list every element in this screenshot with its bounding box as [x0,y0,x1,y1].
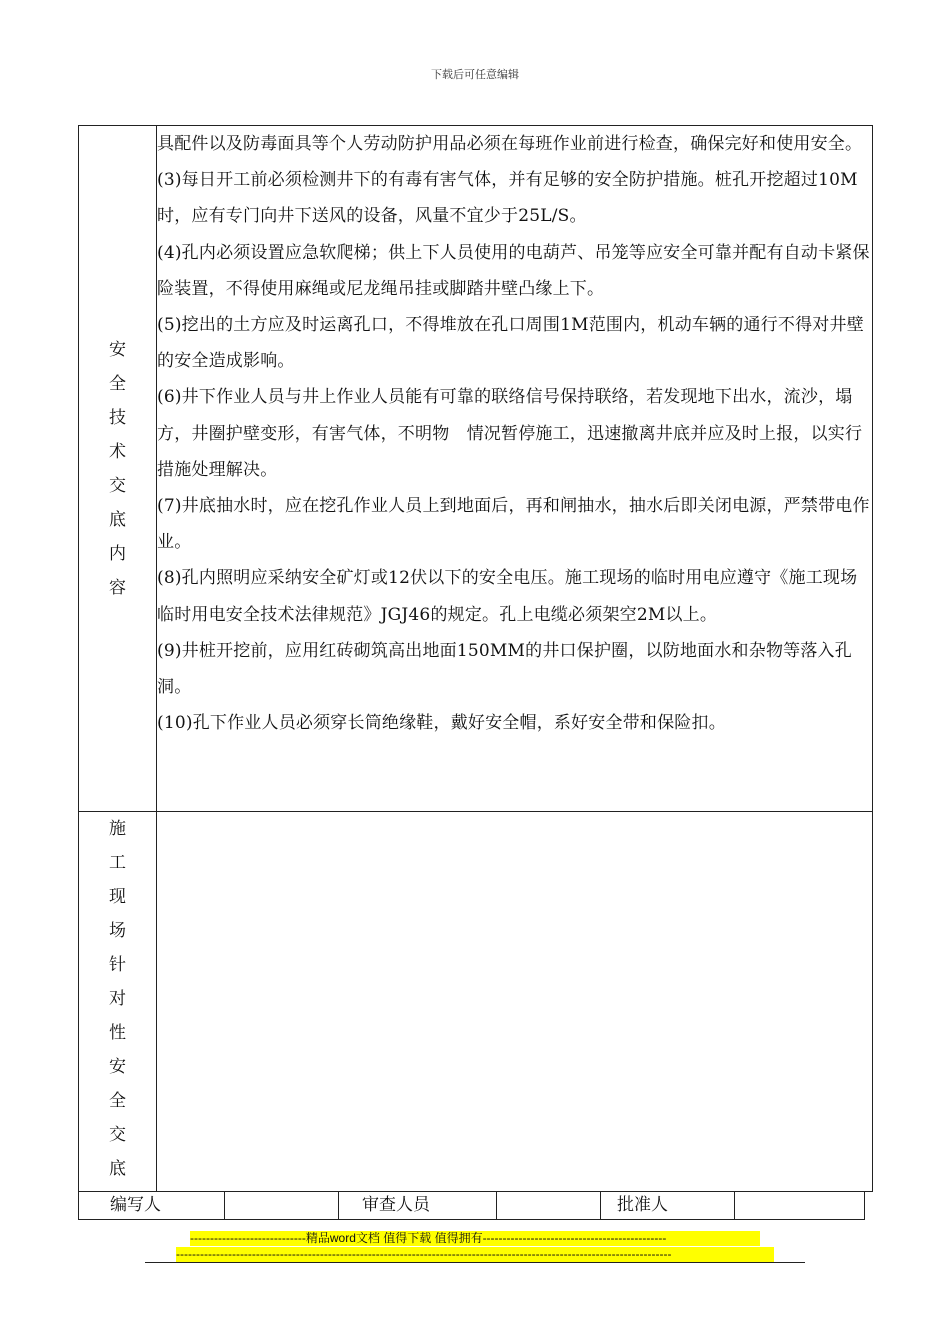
label-char: 性 [109,1023,126,1043]
approver-label: 批准人 [601,1192,735,1220]
content-paragraph: 具配件以及防毒面具等个人劳动防护用品必须在每班作业前进行检查，确保完好和使用安全。 [157,134,863,154]
content-paragraph: (9)井桩开挖前，应用红砖砌筑高出地面150MM的井口保护圈，以防地面水和杂物等落入孔洞。 [157,640,852,698]
label-char: 交 [109,476,126,496]
safety-content-row [79,126,873,812]
content-paragraph: (4)孔内必须设置应急软爬梯；供上下人员使用的电葫芦、吊笼等应安全可靠并配有自动卡紧保险装置，不得使用麻绳或尼龙绳吊挂或脚踏井壁凸缘上下。 [157,242,870,299]
label-char: 底 [109,510,126,530]
content-paragraph: (7)井底抽水时，应在挖孔作业人员上到地面后，再和闸抽水，抽水后即关闭电源，严禁带电作业。 [157,496,870,553]
approver-value[interactable] [735,1192,865,1220]
label-char: 容 [109,578,126,598]
site-specific-label [79,812,157,1192]
signature-table [78,1191,865,1220]
writer-label: 编写人 [79,1192,225,1220]
content-paragraph: (5)挖出的土方应及时运离孔口，不得堆放在孔口周围1M范围内，机动车辆的通行不得对井壁的安全造成影响。 [157,315,864,372]
reviewer-value[interactable] [497,1192,601,1220]
label-char: 施 [109,819,126,839]
label-char: 术 [109,442,126,462]
writer-value[interactable] [225,1192,339,1220]
page-header: 下载后可任意编辑 [431,68,519,81]
label-char: 现 [109,887,126,907]
site-specific-row [79,812,873,1192]
label-char: 技 [109,408,126,428]
label-char: 工 [109,853,126,873]
safety-content-label [79,126,157,812]
content-paragraph: (8)孔内照明应采纳安全矿灯或12伏以下的安全电压。施工现场的临时用电应遵守《施工现场临时用电安全技术法律规范》JGJ46的规定。孔上电缆必须架空2M以上。 [157,568,858,625]
label-char: 交 [109,1125,126,1145]
footer-banner-line-2: ---------------------------------------------------------------------------------------------------------------------------- [176,1247,774,1262]
label-char: 底 [109,1159,126,1179]
site-specific-body[interactable] [157,812,873,1192]
label-char: 全 [109,1091,126,1111]
safety-content-body [157,126,873,812]
label-char: 场 [109,921,126,941]
content-paragraph: (10)孔下作业人员必须穿长筒绝缘鞋，戴好安全帽，系好安全带和保险扣。 [157,713,726,734]
label-char: 安 [109,1057,126,1077]
content-paragraph: (6)井下作业人员与井上作业人员能有可靠的联络信号保持联络，若发现地下出水，流沙，塌方，井圈护壁变形，有害气体，不明物 情况暂停施工，迅速撤离井底并应及时上报，以实行措施处理解决。 [157,387,863,480]
footer-banner-line-1: -----------------------------精品word文档 值得下载 值得拥有---------------------------------------------- [190,1231,760,1246]
safety-disclosure-table [78,125,873,1192]
label-char: 安 [109,340,126,360]
signature-row [79,1192,865,1220]
label-char: 对 [109,989,126,1009]
footer-rule [145,1262,805,1263]
content-paragraph: (3)每日开工前必须检测井下的有毒有害气体，并有足够的安全防护措施。桩孔开挖超过10M时，应有专门向井下送风的设备，风量不宜少于25L/S。 [157,170,858,227]
label-char: 针 [109,955,126,975]
reviewer-label: 审查人员 [339,1192,497,1220]
label-char: 内 [109,544,126,564]
label-char: 全 [109,374,126,394]
